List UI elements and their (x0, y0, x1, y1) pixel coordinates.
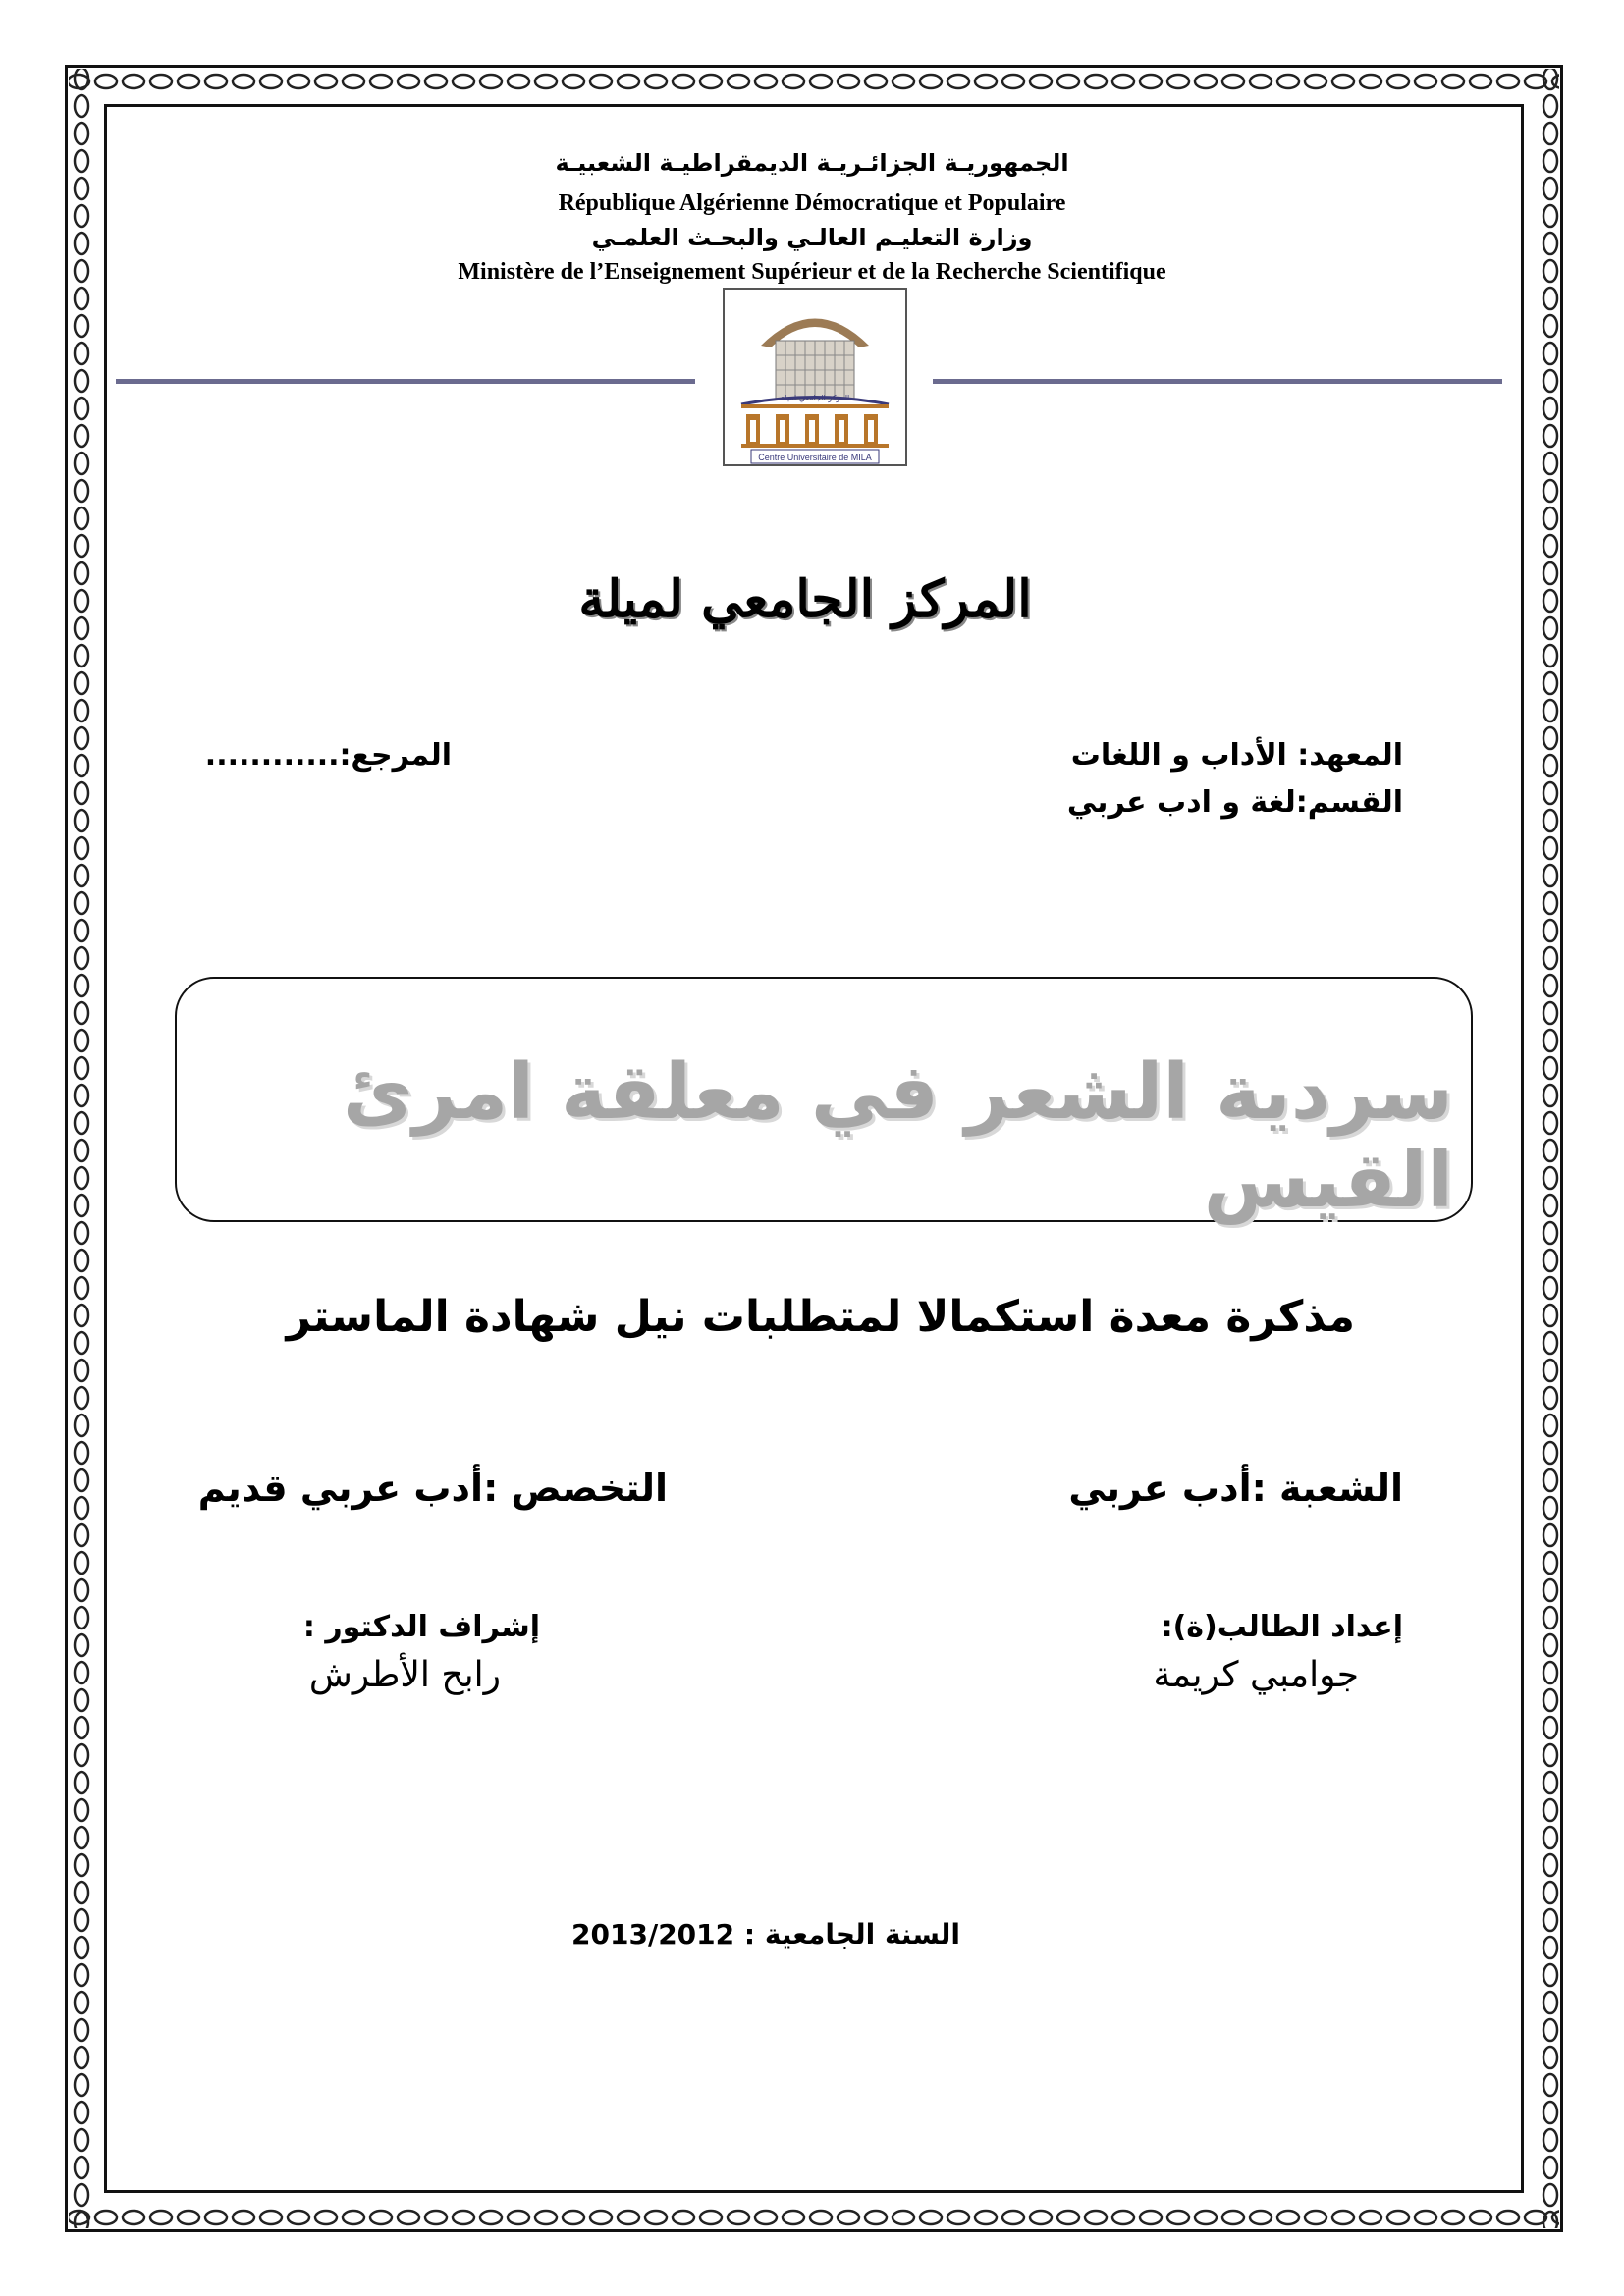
thesis-title: سردية الشعر في معلقة امرئ القيس (342, 1048, 1453, 1225)
republic-french: République Algérienne Démocratique et Populaire (558, 190, 1066, 216)
right-divider (933, 379, 1502, 384)
ministry-french: Ministère de l’Enseignement Supérieur et de la Recherche Scientifique (458, 259, 1166, 285)
branch-label: الشعبة :أدب عربي (1068, 1467, 1403, 1510)
thesis-subtitle: مذكرة معدة استكمالا لمتطلبات نيل شهادة الماستر (286, 1292, 1355, 1342)
republic-arabic: الجمهوريـة الجزائـريـة الديمقراطيـة الشعبيـة (555, 149, 1069, 177)
reference-label: المرجع:............ (204, 738, 452, 773)
university-logo (722, 287, 908, 467)
supervisor-name: رابح الأطرش (308, 1655, 501, 1695)
logo-arabic-caption: المركز الجامعي لميلة (780, 394, 850, 402)
academic-year: السنة الجامعية : 2013/2012 (571, 1918, 960, 1950)
left-divider (116, 379, 695, 384)
specialty-label: التخصص :أدب عربي قديم (197, 1467, 668, 1510)
logo-caption: Centre Universitaire de MILA (758, 453, 872, 462)
student-name: جوامبي كريمة (1153, 1655, 1359, 1695)
ministry-arabic: وزارة التعليـم العالـي والبحـث العلمـي (591, 224, 1033, 251)
faculty-label: المعهد: الأداب و اللغات (1070, 738, 1403, 773)
institution-title: المركز الجامعي لميلة (578, 569, 1032, 629)
building-icon (722, 287, 908, 467)
student-label: إعداد الطالب(ة): (1161, 1610, 1403, 1644)
supervisor-label: إشراف الدكتور : (302, 1610, 540, 1644)
department-label: القسم:لغة و ادب عربي (1066, 785, 1403, 820)
